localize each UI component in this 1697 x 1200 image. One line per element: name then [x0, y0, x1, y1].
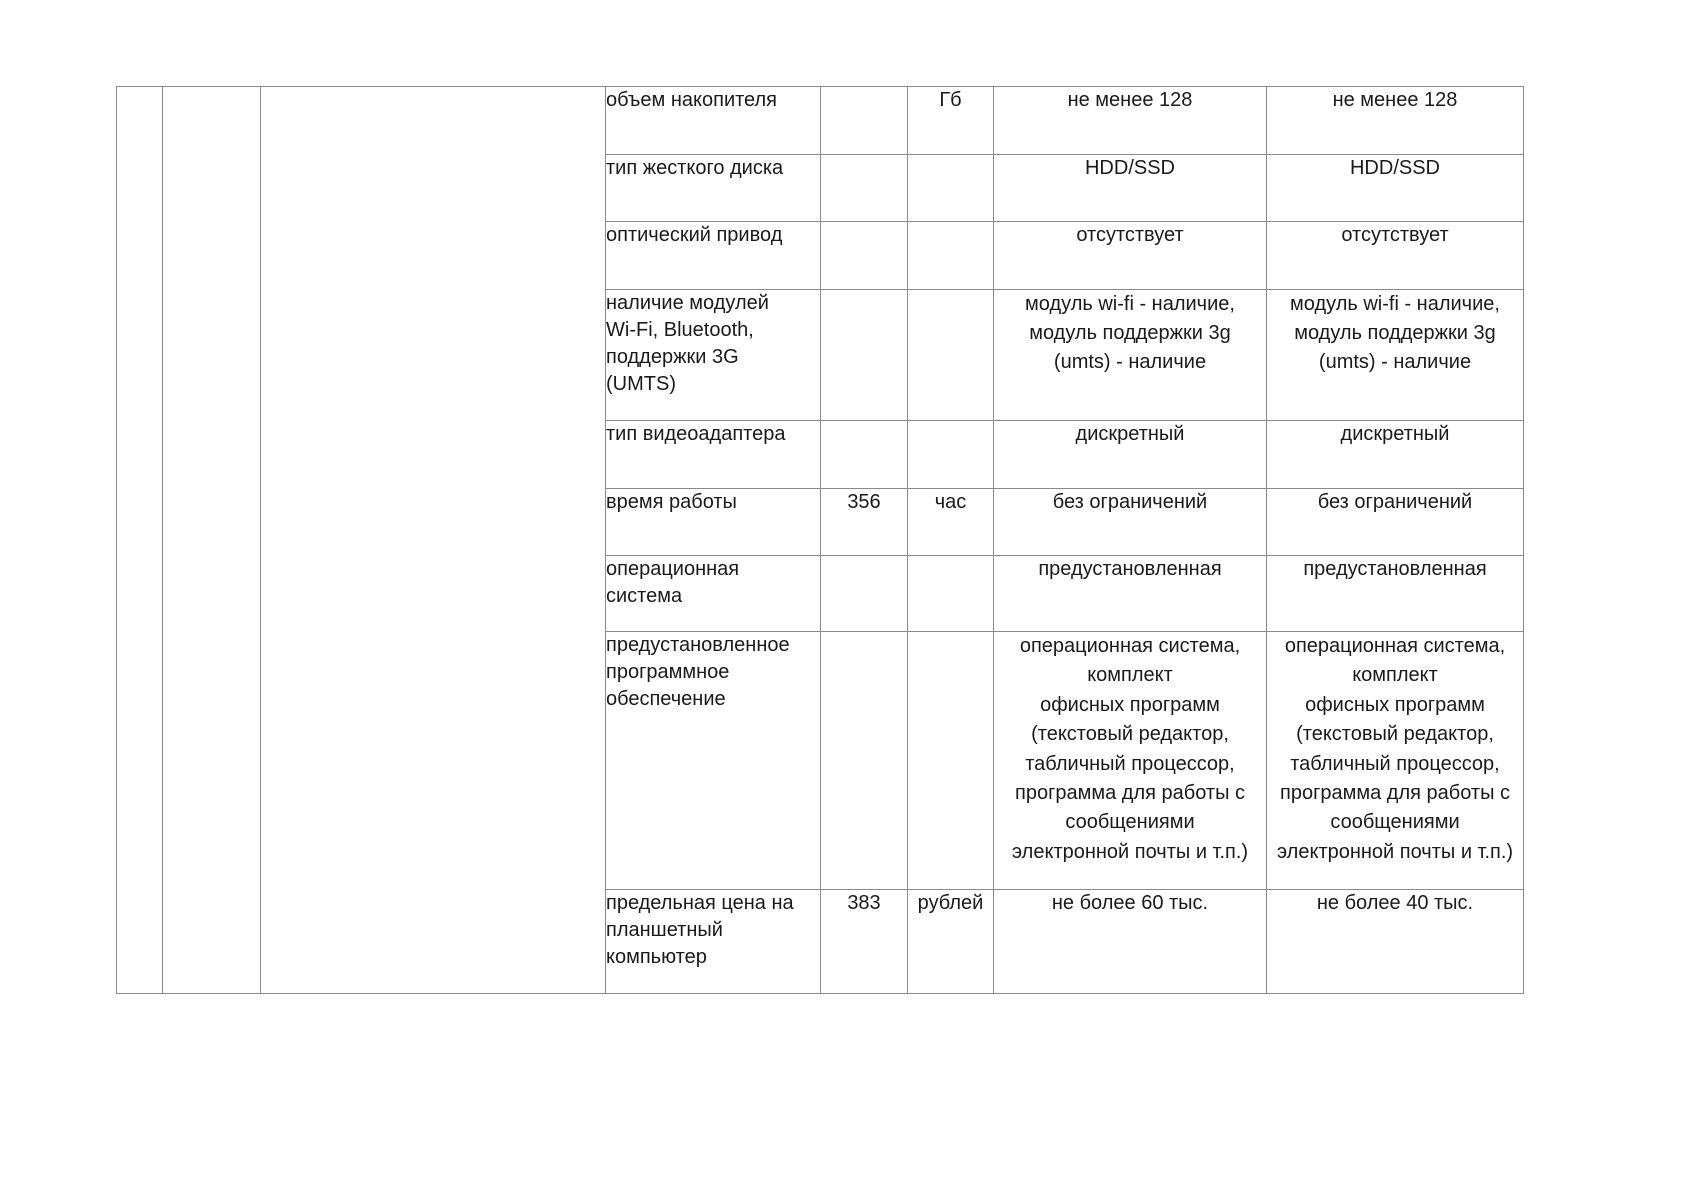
unit-code: 383 [821, 890, 908, 994]
characteristic-name: наличие модулей Wi-Fi, Bluetooth, поддержки 3G (UMTS) [606, 290, 821, 421]
characteristic-name: время работы [606, 489, 821, 556]
unit-code [821, 87, 908, 155]
unit-code [821, 290, 908, 421]
unit-code [821, 155, 908, 222]
specifications-table [116, 86, 1524, 994]
product-column-cell [261, 87, 606, 994]
value-column-1: операционная система, комплект офисных программ (текстовый редактор, табличный процессор, программа для работы с сообщениями электронной почты и т.п.) [994, 632, 1267, 890]
unit-code [821, 632, 908, 890]
unit-name [908, 632, 994, 890]
category-column-cell [163, 87, 261, 994]
characteristic-name: предустановленное программное обеспечение [606, 632, 821, 890]
unit-code: 356 [821, 489, 908, 556]
value-column-1: без ограничений [994, 489, 1267, 556]
value-column-2: предустановленная [1267, 556, 1524, 632]
characteristic-name: тип видеоадаптера [606, 421, 821, 489]
table-row [117, 87, 1524, 155]
unit-code [821, 222, 908, 290]
unit-name [908, 421, 994, 489]
unit-code [821, 556, 908, 632]
value-column-2: не более 40 тыс. [1267, 890, 1524, 994]
value-column-2: отсутствует [1267, 222, 1524, 290]
value-column-2: операционная система, комплект офисных программ (текстовый редактор, табличный процессор, программа для работы с сообщениями электронной почты и т.п.) [1267, 632, 1524, 890]
characteristic-name: предельная цена на планшетный компьютер [606, 890, 821, 994]
value-column-2: без ограничений [1267, 489, 1524, 556]
value-column-1: не менее 128 [994, 87, 1267, 155]
value-column-2: HDD/SSD [1267, 155, 1524, 222]
characteristic-name: тип жесткого диска [606, 155, 821, 222]
unit-name [908, 222, 994, 290]
value-column-1: предустановленная [994, 556, 1267, 632]
value-column-1: модуль wi-fi - наличие, модуль поддержки 3g (umts) - наличие [994, 290, 1267, 421]
unit-name: рублей [908, 890, 994, 994]
unit-name [908, 290, 994, 421]
characteristic-name: оптический привод [606, 222, 821, 290]
value-column-1: дискретный [994, 421, 1267, 489]
unit-name: Гб [908, 87, 994, 155]
characteristic-name: операционная система [606, 556, 821, 632]
number-column-cell [117, 87, 163, 994]
unit-name: час [908, 489, 994, 556]
value-column-2: не менее 128 [1267, 87, 1524, 155]
value-column-1: не более 60 тыс. [994, 890, 1267, 994]
value-column-1: отсутствует [994, 222, 1267, 290]
value-column-1: HDD/SSD [994, 155, 1267, 222]
unit-name [908, 556, 994, 632]
unit-name [908, 155, 994, 222]
value-column-2: дискретный [1267, 421, 1524, 489]
value-column-2: модуль wi-fi - наличие, модуль поддержки 3g (umts) - наличие [1267, 290, 1524, 421]
unit-code [821, 421, 908, 489]
characteristic-name: объем накопителя [606, 87, 821, 155]
